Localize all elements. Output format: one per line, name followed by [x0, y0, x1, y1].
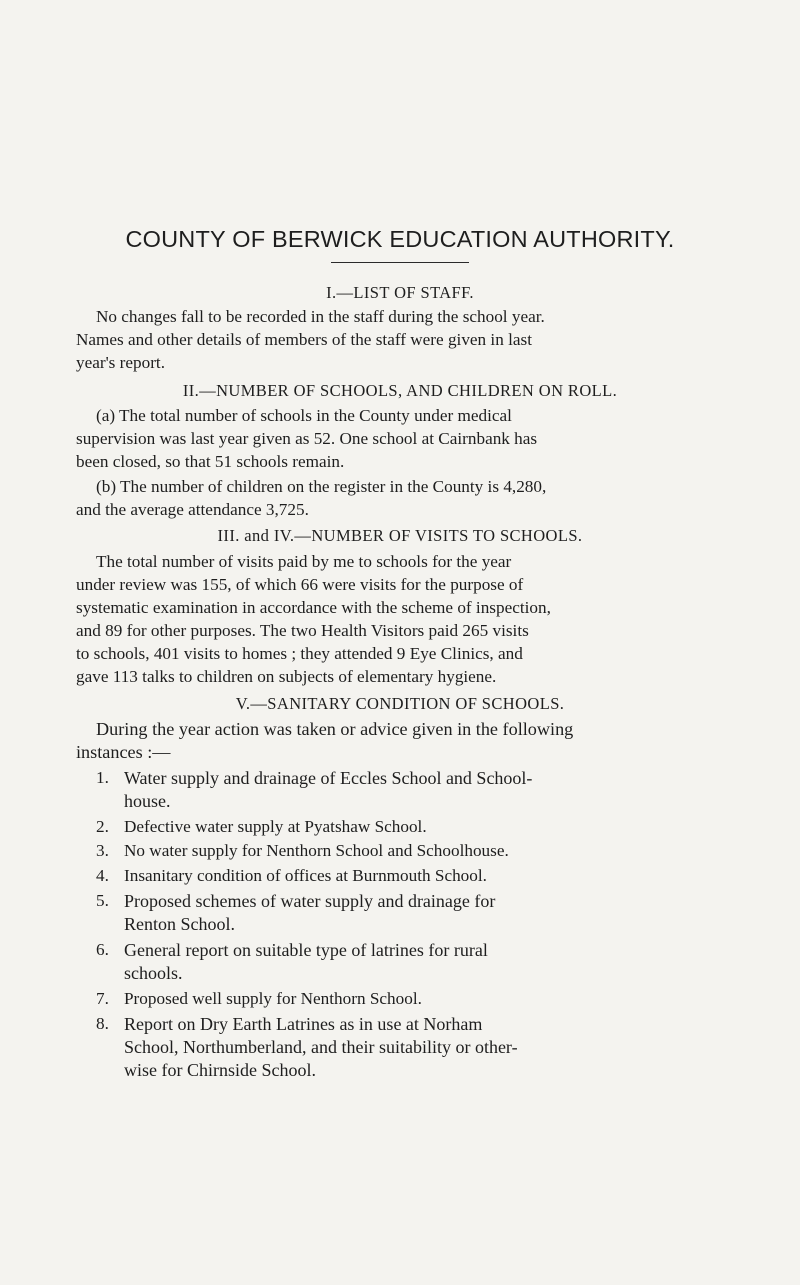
list-item-text: School, Northumberland, and their suitability or other-: [124, 1037, 518, 1057]
text-line: During the year action was taken or advice given in the following: [96, 719, 574, 739]
text-line: gave 113 talks to children on subjects of elementary hygiene.: [76, 667, 497, 686]
text-line: (a) The total number of schools in the County under medical: [96, 406, 512, 425]
list-item-text: house.: [124, 791, 171, 811]
list-item-text: Water supply and drainage of Eccles School and School-: [124, 768, 533, 788]
list-item-number: 1.: [96, 768, 109, 787]
text-line: (b) The number of children on the register in the County is 4,280,: [96, 477, 547, 496]
text-line: been closed, so that 51 schools remain.: [76, 452, 345, 471]
list-item-number: 4.: [96, 866, 109, 885]
text-line: Names and other details of members of the staff were given in last: [76, 330, 532, 349]
section-heading-sanitary: V.—SANITARY CONDITION OF SCHOOLS.: [235, 694, 565, 713]
section-heading-staff: I.—LIST OF STAFF.: [326, 283, 474, 302]
list-item-number: 3.: [96, 841, 109, 860]
text-line: systematic examination in accordance with the scheme of inspection,: [76, 598, 551, 617]
list-item-text: schools.: [124, 963, 183, 983]
text-line: No changes fall to be recorded in the staff during the school year.: [96, 307, 545, 326]
text-line: instances :—: [76, 742, 171, 762]
list-item-text: Proposed schemes of water supply and drainage for: [124, 891, 496, 911]
list-item-text: General report on suitable type of latrines for rural: [124, 940, 488, 960]
list-item-text: Defective water supply at Pyatshaw School.: [124, 817, 427, 836]
page-title: COUNTY OF BERWICK EDUCATION AUTHORITY.: [125, 226, 675, 252]
list-item-number: 5.: [96, 891, 109, 910]
title-rule: [331, 262, 469, 263]
section-heading-visits: III. and IV.—NUMBER OF VISITS TO SCHOOLS.: [217, 526, 583, 545]
list-item-text: wise for Chirnside School.: [124, 1060, 316, 1080]
text-line: and the average attendance 3,725.: [76, 500, 309, 519]
text-line: and 89 for other purposes. The two Health Visitors paid 265 visits: [76, 621, 529, 640]
list-item-text: Report on Dry Earth Latrines as in use at Norham: [124, 1014, 483, 1034]
list-item-number: 2.: [96, 817, 109, 836]
list-item-number: 6.: [96, 940, 109, 959]
list-item-text: Renton School.: [124, 914, 235, 934]
text-line: The total number of visits paid by me to schools for the year: [96, 552, 512, 571]
list-item-text: No water supply for Nenthorn School and Schoolhouse.: [124, 841, 509, 860]
list-item-text: Insanitary condition of offices at Burnmouth School.: [124, 866, 487, 885]
list-item-text: Proposed well supply for Nenthorn School.: [124, 989, 422, 1008]
text-line: under review was 155, of which 66 were visits for the purpose of: [76, 575, 524, 594]
list-item-number: 7.: [96, 989, 109, 1008]
section-heading-roll: II.—NUMBER OF SCHOOLS, AND CHILDREN ON ROLL.: [182, 381, 618, 400]
text-line: year's report.: [76, 353, 165, 372]
list-item-number: 8.: [96, 1014, 109, 1033]
text-line: supervision was last year given as 52. One school at Cairnbank has: [76, 429, 538, 448]
text-line: to schools, 401 visits to homes ; they attended 9 Eye Clinics, and: [76, 644, 523, 663]
